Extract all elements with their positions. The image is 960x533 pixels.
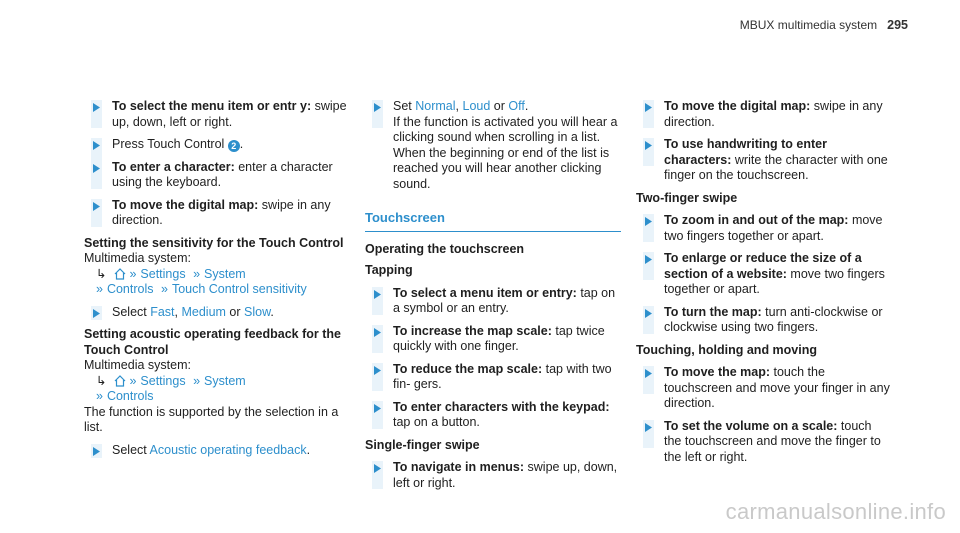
bullet-item [636, 419, 892, 466]
bullet-item [636, 365, 892, 412]
bullet-paragraph: If the function is activated you will hear a clicking sound when scrolling in a list. When the beginning or end of the list is reached you will hear another clicking sound. [393, 114, 618, 191]
path-chevron-icon: » [160, 282, 168, 296]
menu-path [96, 267, 350, 298]
path-item: Controls [106, 282, 154, 296]
bullet-text: enter a character using the keyboard. [112, 159, 333, 189]
bullet-bold: To enter characters with the keypad: [393, 399, 610, 414]
bullet-text: Set [393, 99, 416, 113]
option-off: Off [508, 99, 525, 113]
bullet-arrow-icon [372, 401, 383, 429]
page-header-title: MBUX multimedia system [739, 18, 878, 32]
option-loud: Loud [462, 99, 491, 113]
bullet-item [84, 160, 350, 191]
path-item: Settings [140, 266, 186, 281]
bullet-bold: To select the menu item or entr y: [112, 99, 312, 113]
bullet-text: . [239, 137, 244, 151]
bullet-item [84, 198, 350, 229]
bullet-arrow-icon [91, 444, 102, 472]
option-fast: Fast [150, 304, 175, 319]
bullet-item [365, 286, 621, 317]
bullet-text: tap on a symbol or an entry. [393, 285, 616, 315]
bullet-arrow-icon [643, 100, 654, 128]
bullet-text: turn anti-clockwise or clockwise using two fingers. [664, 304, 883, 334]
bullet-text: swipe in any direction. [664, 99, 883, 129]
bullet-item [365, 400, 621, 431]
subheading: Two-finger swipe [636, 190, 738, 205]
path-item: System [204, 266, 246, 281]
bullet-bold: To select a menu item or entry: [393, 285, 577, 300]
option-medium: Medium [181, 304, 226, 319]
path-arrow-icon: ↳ [96, 266, 107, 281]
bullet-arrow-icon [372, 287, 383, 315]
column-1 [84, 99, 350, 465]
bullet-arrow-icon [91, 161, 102, 189]
option-acoustic-feedback: Acoustic operating feedback [149, 442, 307, 457]
bullet-bold: To navigate in menus: [393, 460, 525, 474]
bullet-text: . [270, 304, 274, 319]
bullet-arrow-icon [643, 306, 654, 334]
bullet-arrow-icon [372, 461, 383, 489]
bullet-bold: To move the digital map: [664, 99, 811, 113]
path-chevron-icon: » [193, 266, 201, 281]
bullet-text: tap twice quickly with one finger. [393, 323, 605, 353]
bullet-text: , [174, 304, 182, 319]
bullet-text: , [455, 99, 463, 113]
bullet-bold: To enlarge or reduce the size of a section of a website: [664, 251, 862, 281]
bullet-item [636, 137, 892, 184]
path-chevron-icon: » [129, 373, 137, 388]
bullet-arrow-icon [91, 100, 102, 128]
bullet-item [636, 305, 892, 336]
subheading: Setting acoustic operating feedback for the Touch Control [84, 327, 341, 357]
home-icon [114, 268, 126, 280]
bullet-item [636, 213, 892, 244]
option-normal: Normal [415, 99, 456, 113]
menu-path [96, 374, 350, 405]
bullet-item [636, 251, 892, 298]
bullet-text: . [306, 442, 311, 457]
bullet-text: swipe up, down, left or right. [112, 99, 347, 129]
bullet-arrow-icon [91, 199, 102, 227]
path-chevron-icon: » [96, 389, 103, 403]
bullet-text: tap with two fin- gers. [393, 361, 612, 391]
bullet-arrow-icon [643, 420, 654, 448]
bullet-item [365, 324, 621, 355]
path-item: Settings [140, 373, 186, 388]
path-chevron-icon: » [96, 282, 103, 296]
paragraph: Multimedia system: [84, 358, 191, 372]
path-chevron-icon: » [193, 373, 201, 388]
bullet-bold: To enter a character: [112, 159, 235, 174]
watermark: carmanualsonline.info [725, 499, 946, 524]
bullet-item [84, 99, 350, 130]
bullet-arrow-icon [643, 138, 654, 166]
paragraph: Multimedia system: [84, 251, 191, 265]
bullet-bold: To zoom in and out of the map: [664, 213, 849, 227]
bullet-item [365, 99, 621, 192]
bullet-bold: To reduce the map scale: [393, 361, 543, 376]
page-number: 295 [887, 18, 908, 32]
bullet-arrow-icon [643, 214, 654, 242]
bullet-text: tap on a button. [393, 415, 480, 429]
touch-control-badge: 2 [228, 140, 240, 152]
path-item: System [204, 373, 246, 388]
bullet-bold: To turn the map: [664, 304, 762, 319]
column-2 [365, 99, 621, 498]
bullet-text: swipe in any direction. [112, 197, 331, 227]
bullet-item [365, 362, 621, 393]
subheading: Operating the touchscreen [365, 241, 525, 256]
bullet-bold: To set the volume on a scale: [664, 418, 838, 433]
bullet-text: touch the touchscreen and move your finger in any direction. [664, 365, 890, 410]
bullet-item [84, 305, 350, 321]
bullet-bold: To move the digital map: [112, 197, 259, 212]
bullet-text: or [490, 99, 509, 113]
bullet-text: or [225, 304, 245, 319]
subheading: Tapping [365, 263, 413, 277]
bullet-arrow-icon [91, 306, 102, 334]
bullet-arrow-icon [372, 325, 383, 353]
path-item: Touch Control sensitivity [171, 282, 307, 296]
subheading: Setting the sensitivity for the Touch Control [84, 235, 344, 250]
bullet-item [84, 443, 350, 459]
section-heading: Touchscreen [365, 210, 621, 232]
bullet-item [365, 460, 621, 491]
bullet-arrow-icon [372, 100, 383, 128]
column-3 [636, 99, 892, 472]
paragraph: The function is supported by the selection in a list. [84, 404, 339, 434]
bullet-text: write the character with one finger on the touchscreen. [664, 152, 888, 182]
bullet-text: Press Touch Control [112, 137, 228, 151]
subheading: Touching, holding and moving [636, 342, 817, 357]
bullet-bold: To increase the map scale: [393, 323, 552, 338]
bullet-arrow-icon [372, 363, 383, 391]
bullet-text: touch the touchscreen and move the finger to the left or right. [664, 418, 881, 464]
bullet-text: Select [112, 442, 150, 457]
bullet-text: move two fingers together or apart. [664, 266, 885, 296]
bullet-bold: To move the map: [664, 365, 771, 379]
bullet-item [84, 137, 350, 153]
option-slow: Slow [244, 304, 271, 319]
bullet-text: move two fingers together or apart. [664, 213, 883, 243]
path-chevron-icon: » [129, 266, 137, 281]
bullet-item [636, 99, 892, 130]
bullet-arrow-icon [643, 252, 654, 280]
bullet-text: . [524, 99, 529, 113]
bullet-bold: To use handwriting to enter characters: [664, 137, 827, 167]
page-header [740, 18, 908, 32]
home-icon [114, 375, 126, 387]
bullet-text: swipe up, down, left or right. [393, 460, 618, 490]
path-arrow-icon: ↳ [96, 373, 107, 388]
bullet-arrow-icon [643, 366, 654, 394]
bullet-text: Select [112, 304, 151, 319]
path-item: Controls [106, 389, 154, 403]
subheading: Single-finger swipe [365, 437, 480, 452]
